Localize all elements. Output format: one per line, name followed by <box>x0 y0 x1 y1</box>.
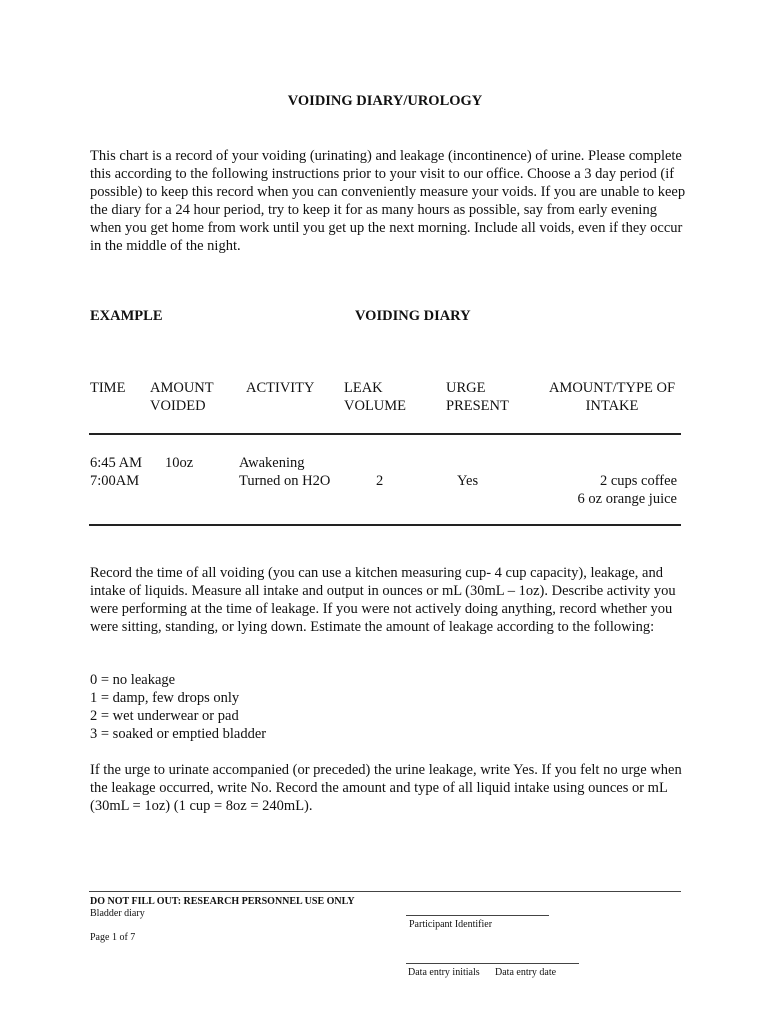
column-intake-line1: AMOUNT/TYPE OF <box>548 380 676 396</box>
participant-id-label: Participant Identifier <box>409 919 493 930</box>
footer-rule <box>89 891 681 892</box>
page-title: VOIDING DIARY/UROLOGY <box>287 93 483 109</box>
column-urge-present-line1: URGE <box>446 380 486 396</box>
instructions-paragraph: Record the time of all voiding (you can use a kitchen measuring cup- 4 cup capacity), leakage, and intake of liquids. Measure all intake and output in ounces or mL (30mL – 1oz). Describe activity you were performing at the time of leakage. If you were not actively doing anything, record whether you were sitting, standing, or lying down. Estimate the amount of leakage according to the following: <box>90 565 676 635</box>
table-row-2-time: 7:00AM <box>90 473 140 489</box>
leak-scale-list <box>90 671 686 743</box>
footer-notice: DO NOT FILL OUT: RESEARCH PERSONNEL USE ONLY <box>90 896 355 907</box>
column-leak-volume <box>344 379 406 415</box>
data-entry-line <box>406 963 579 964</box>
table-row-3-intake: 6 oz orange juice <box>577 491 677 507</box>
table-row-2-leak: 2 <box>376 473 384 489</box>
table-row-1-activity: Awakening <box>239 455 305 471</box>
diary-heading: VOIDING DIARY <box>355 308 471 324</box>
footer-doc-name: Bladder diary <box>90 908 145 919</box>
column-urge-present-line2: PRESENT <box>446 398 509 414</box>
leak-scale-item: 0 = no leakage <box>90 672 176 688</box>
column-amount-voided-line1: AMOUNT <box>150 380 214 396</box>
table-row-2-activity: Turned on H2O <box>239 473 331 489</box>
data-entry-date-label: Data entry date <box>495 967 557 978</box>
intro-paragraph: This chart is a record of your voiding (urinating) and leakage (incontinence) of urine. Please complete this according to the following instructions prior to your visit to our office. Choose a 3 day period (if possible) to keep this record when you can conveniently measure your voids. If you are unable to keep the diary for a 24 hour period, try to keep it for as many hours as possible, say from early evening when you get home from work until you get up the next morning. Include all voids, even if they occur in the middle of the night. <box>90 148 686 254</box>
column-intake-line2: INTAKE <box>585 398 639 414</box>
example-heading: EXAMPLE <box>90 308 163 324</box>
table-top-rule <box>89 433 681 435</box>
data-entry-initials-label: Data entry initials <box>408 967 480 978</box>
leak-scale-item: 1 = damp, few drops only <box>90 690 240 706</box>
table-row-1-time: 6:45 AM <box>90 455 142 471</box>
participant-id-line <box>406 915 549 916</box>
column-time: TIME <box>90 380 126 396</box>
table-row-1-amount: 10oz <box>165 455 194 471</box>
urge-instructions-paragraph: If the urge to urinate accompanied (or preceded) the urine leakage, write Yes. If you felt no urge when the leakage occurred, write No. Record the amount and type of all liquid intake using ounces or mL (30mL = 1oz) (1 cup = 8oz = 240mL). <box>90 762 682 814</box>
footer-page-number: Page 1 of 7 <box>90 932 136 943</box>
table-row-2-intake: 2 cups coffee <box>599 473 677 489</box>
table-bottom-rule <box>89 524 681 526</box>
column-leak-volume-line2: VOLUME <box>344 398 407 414</box>
column-activity: ACTIVITY <box>246 380 315 396</box>
table-row-2-urge: Yes <box>457 473 479 489</box>
column-amount-voided <box>150 379 214 415</box>
leak-scale-item: 2 = wet underwear or pad <box>90 708 239 724</box>
column-amount-voided-line2: VOIDED <box>150 398 206 414</box>
column-intake <box>540 379 684 415</box>
column-urge-present <box>446 379 509 415</box>
leak-scale-item: 3 = soaked or emptied bladder <box>90 726 267 742</box>
column-leak-volume-line1: LEAK <box>344 380 383 396</box>
